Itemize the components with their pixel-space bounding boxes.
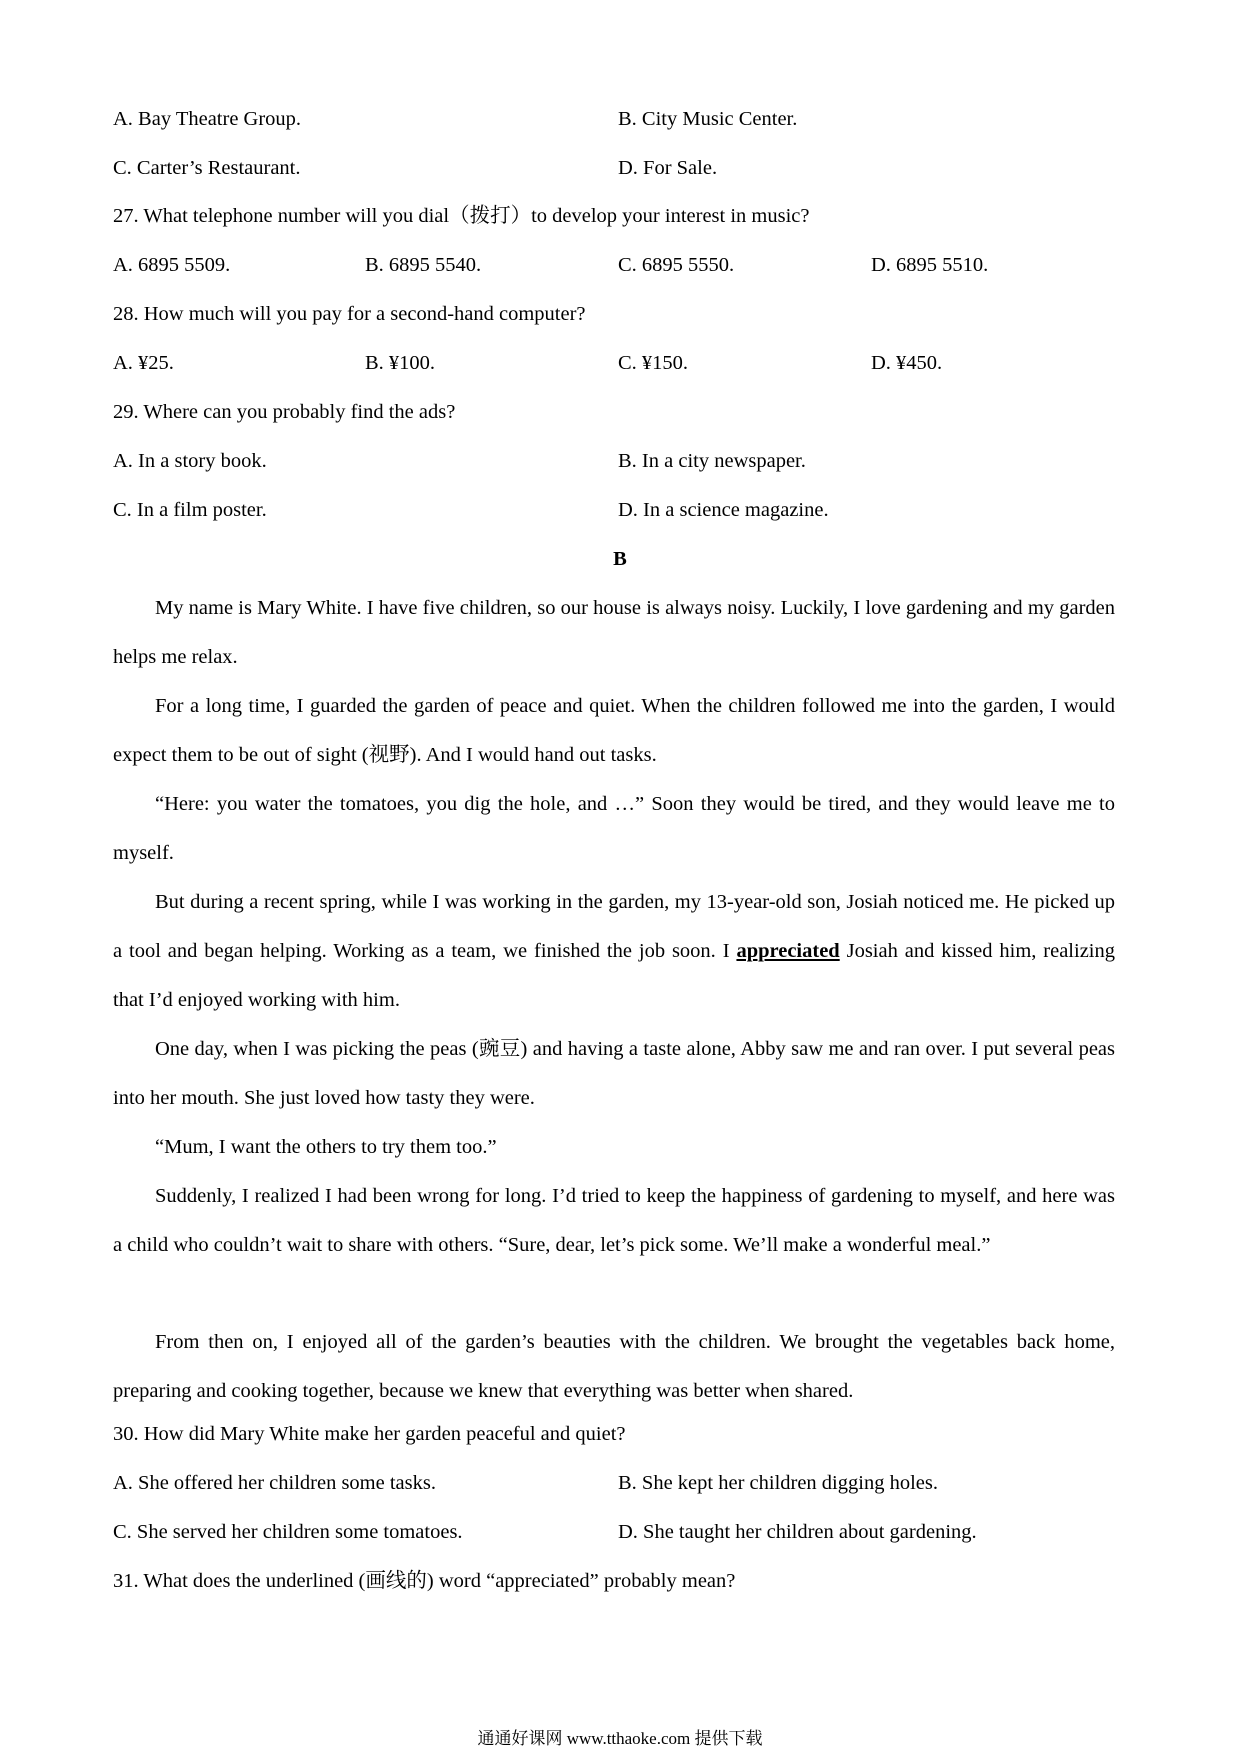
q29-option-c: C. In a film poster. <box>113 499 267 521</box>
q29-question: 29. Where can you probably find the ads? <box>113 401 456 423</box>
q28-option-c: C. ¥150. <box>618 352 689 374</box>
passage-paragraph-1 <box>113 584 1115 682</box>
q26-option-c: C. Carter’s Restaurant. <box>113 157 301 179</box>
underlined-word: appreciated <box>736 939 840 962</box>
passage-paragraph-4 <box>113 878 1115 1024</box>
q28-option-a: A. ¥25. <box>113 352 174 374</box>
passage-paragraph-5 <box>113 1025 1115 1123</box>
q28-option-d: D. ¥450. <box>871 352 943 374</box>
paragraph-text: But during a recent spring, while I was working in the garden, my 13-year-old son, Josiah noticed me. He picked up a tool and began helping. Working as a team, we finished the job soon. I <box>113 891 1115 962</box>
q30-option-b: B. She kept her children digging holes. <box>618 1472 938 1494</box>
q27-option-a: A. 6895 5509. <box>113 254 231 276</box>
q26-option-a: A. Bay Theatre Group. <box>113 108 302 130</box>
q28-option-b: B. ¥100. <box>365 352 436 374</box>
q30-question: 30. How did Mary White make her garden peaceful and quiet? <box>113 1423 626 1445</box>
section-heading: B <box>613 548 627 570</box>
q26-option-b: B. City Music Center. <box>618 108 798 130</box>
paragraph-text: For a long time, I guarded the garden of peace and quiet. When the children followed me into the garden, I would expect them to be out of sight (视野). And I would hand out tasks. <box>113 695 1115 766</box>
q27-option-d: D. 6895 5510. <box>871 254 989 276</box>
passage-paragraph-2 <box>113 682 1115 780</box>
passage-paragraph-3 <box>113 780 1115 878</box>
q27-question: 27. What telephone number will you dial（拨打）to develop your interest in music? <box>113 205 810 227</box>
paragraph-text: From then on, I enjoyed all of the garden’s beauties with the children. We brought the vegetables back home, preparing and cooking together, because we knew that everything was better when shared. <box>113 1331 1115 1402</box>
q29-option-b: B. In a city newspaper. <box>618 450 806 472</box>
q30-option-a: A. She offered her children some tasks. <box>113 1472 436 1494</box>
q29-option-a: A. In a story book. <box>113 450 267 472</box>
q27-option-c: C. 6895 5550. <box>618 254 735 276</box>
page-footer: 通通好课网 www.tthaoke.com 提供下载 <box>477 1729 763 1748</box>
paragraph-text: “Mum, I want the others to try them too.” <box>155 1136 497 1158</box>
passage-paragraph-8 <box>113 1318 1115 1416</box>
q29-option-d: D. In a science magazine. <box>618 499 829 521</box>
paragraph-text: “Here: you water the tomatoes, you dig the hole, and …” Soon they would be tired, and they would leave me to myself. <box>113 793 1115 864</box>
paragraph-text: My name is Mary White. I have five children, so our house is always noisy. Luckily, I love gardening and my garden helps me relax. <box>113 597 1115 668</box>
passage-paragraph-7 <box>113 1172 1115 1270</box>
q26-option-d: D. For Sale. <box>618 157 718 179</box>
q30-option-d: D. She taught her children about gardening. <box>618 1521 977 1543</box>
q28-question: 28. How much will you pay for a second-hand computer? <box>113 303 586 325</box>
paragraph-text: One day, when I was picking the peas (豌豆) and having a taste alone, Abby saw me and ran over. I put several peas into her mouth. She just loved how tasty they were. <box>113 1038 1115 1109</box>
paragraph-text: Josiah and kissed him, realizing that I’d enjoyed working with him. <box>113 939 1115 1011</box>
q31-question: 31. What does the underlined (画线的) word “appreciated” probably mean? <box>113 1570 736 1592</box>
q30-option-c: C. She served her children some tomatoes. <box>113 1521 463 1543</box>
passage-paragraph-6 <box>113 1123 1115 1172</box>
q27-option-b: B. 6895 5540. <box>365 254 482 276</box>
paragraph-text: Suddenly, I realized I had been wrong for long. I’d tried to keep the happiness of gardening to myself, and here was a child who couldn’t wait to share with others. “Sure, dear, let’s pick some. We’ll make a wonderful meal.” <box>113 1185 1115 1256</box>
